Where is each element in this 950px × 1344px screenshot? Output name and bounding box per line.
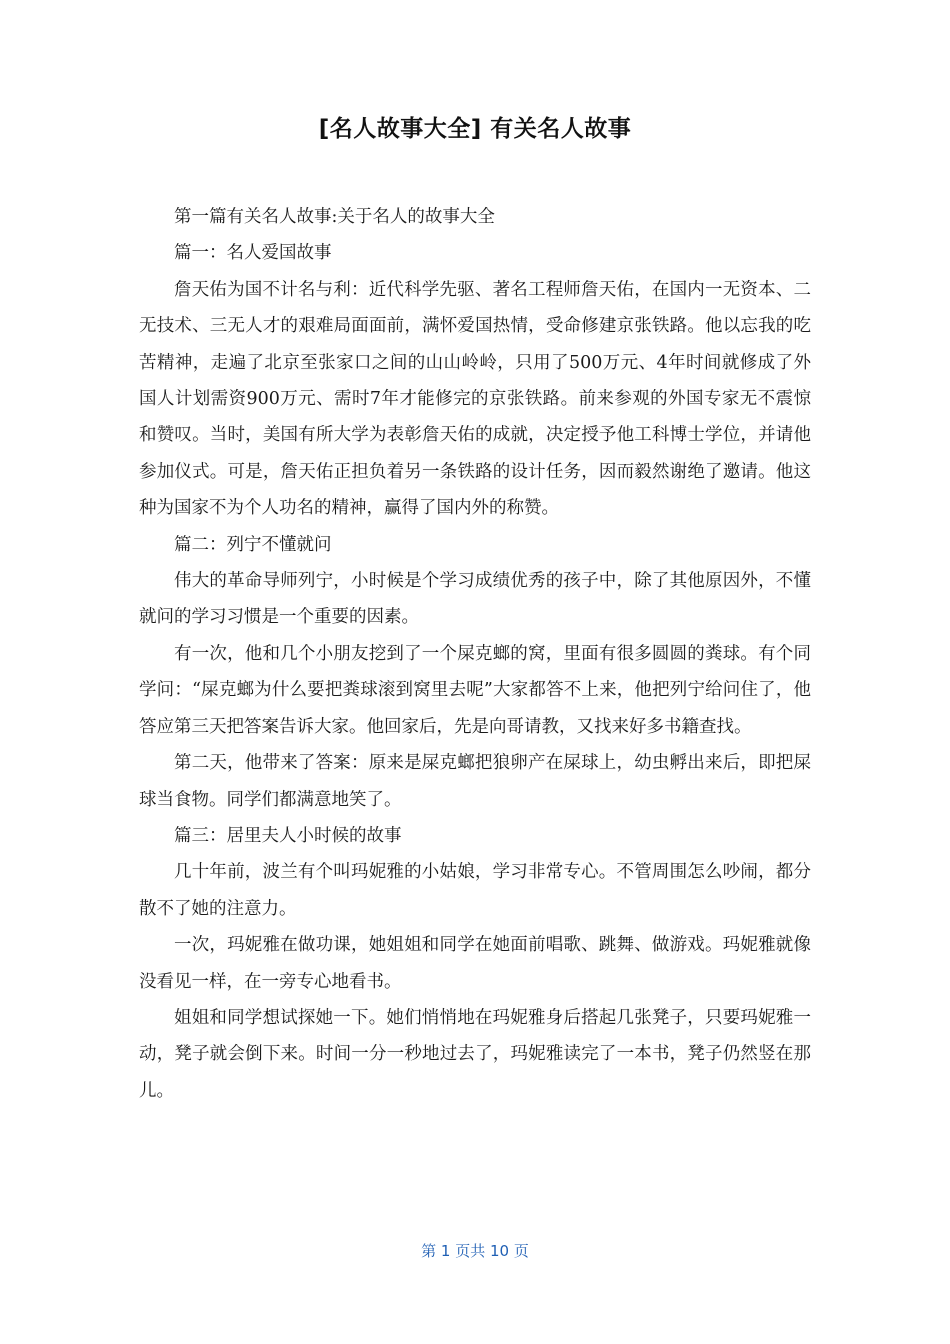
section-heading: 第一篇有关名人故事:关于名人的故事大全 <box>174 207 495 227</box>
subsection-heading: 篇三：居里夫人小时候的故事 <box>174 825 402 846</box>
subsection-heading: 篇一：名人爱国故事 <box>174 243 332 264</box>
document-title: [名人故事大全] 有关名人故事 <box>318 116 632 142</box>
paragraph: 詹天佑为国不计名与利：近代科学先驱、著名工程师詹天佑，在国内一无资本、二无技术、三无人才的艰难局面面前，满怀爱国热情，受命修建京张铁路。他以忘我的吃苦精神，走遍了北京至张家口之间的山山岭岭，只用了500万元、4年时间就修成了外国人计划需资900万元、需时7年才能修完的京张铁路。前来参观的外国专家无不震惊和赞叹。当时，美国有所大学为表彰詹天佑的成就，决定授予他工科博士学位，并请他参加仪式。可是，詹天佑正担负着另一条铁路的设计任务，因而毅然谢绝了邀请。他这种为国家不为个人功名的精神，赢得了国内外的称赞。 <box>139 279 811 519</box>
paragraph: 几十年前，波兰有个叫玛妮雅的小姑娘，学习非常专心。不管周围怎么吵闹，都分散不了她的注意力。 <box>139 862 811 919</box>
paragraph: 有一次，他和几个小朋友挖到了一个屎克螂的窝，里面有很多圆圆的粪球。有个同学问：“屎克螂为什么要把粪球滚到窝里去呢”大家都答不上来，他把列宁给问住了，他答应第三天把答案告诉大家。他回家后，先是向哥请教，又找来好多书籍查找。 <box>139 643 811 737</box>
paragraph: 一次，玛妮雅在做功课，她姐姐和同学在她面前唱歌、跳舞、做游戏。玛妮雅就像没看见一样，在一旁专心地看书。 <box>139 935 811 992</box>
document-body <box>139 199 811 1109</box>
paragraph: 伟大的革命导师列宁，小时候是个学习成绩优秀的孩子中，除了其他原因外，不懂就问的学习习惯是一个重要的因素。 <box>139 571 811 628</box>
subsection-heading: 篇二：列宁不懂就问 <box>174 534 332 555</box>
page-number-footer: 第 1 页共 10 页 <box>421 1242 529 1260</box>
paragraph: 第二天，他带来了答案：原来是屎克螂把狼卵产在屎球上，幼虫孵出来后，即把屎球当食物。同学们都满意地笑了。 <box>139 753 811 810</box>
paragraph: 姐姐和同学想试探她一下。她们悄悄地在玛妮雅身后搭起几张凳子，只要玛妮雅一动，凳子就会倒下来。时间一分一秒地过去了，玛妮雅读完了一本书，凳子仍然竖在那儿。 <box>139 1007 811 1101</box>
